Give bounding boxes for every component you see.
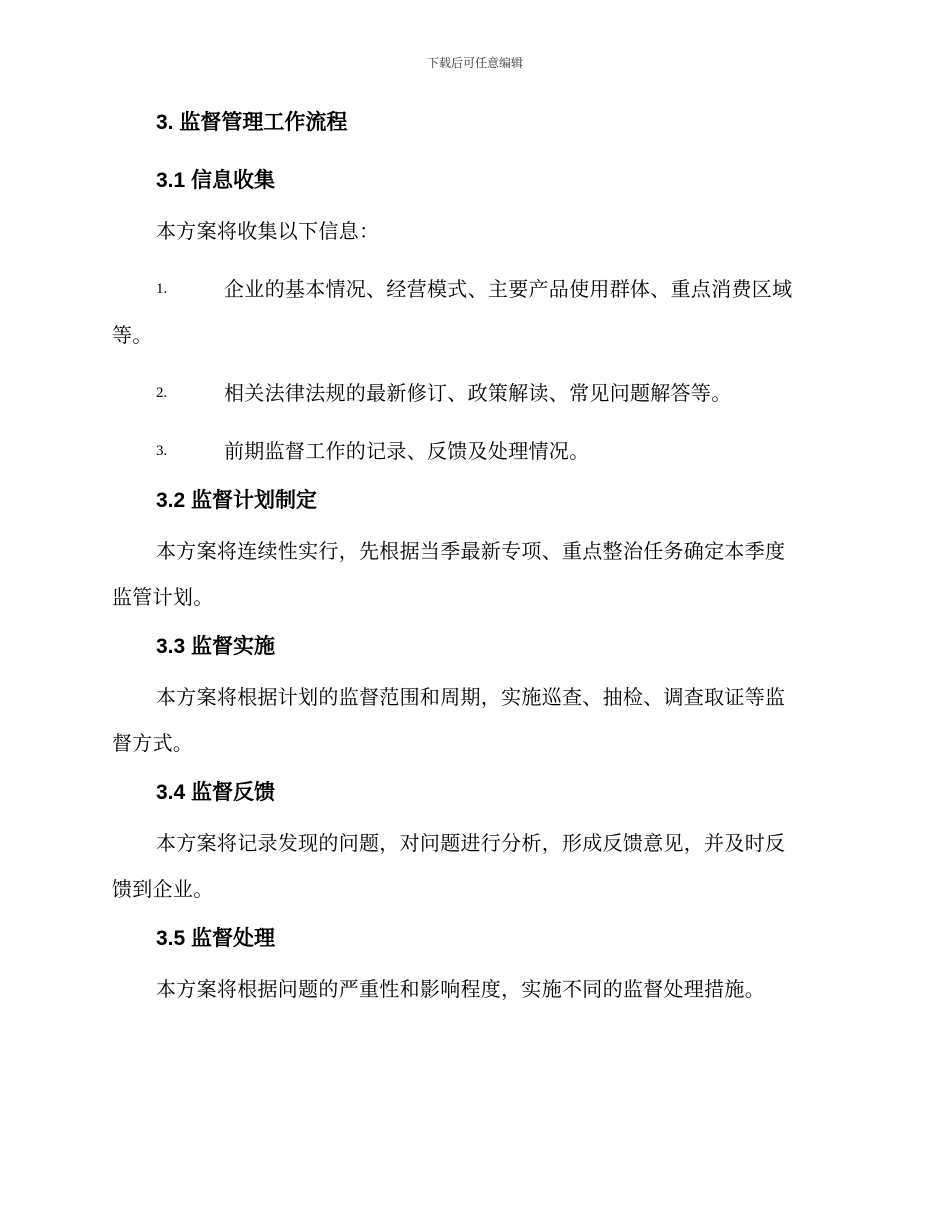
list-item-number: 3. [156, 443, 168, 459]
list-item [112, 370, 838, 416]
section-body-3-4-line2: 馈到企业。 [112, 877, 214, 901]
section-title-3-3: 3.3 监督实施 [156, 635, 276, 658]
list-item [112, 266, 838, 312]
section-title-3-4: 3.4 监督反馈 [156, 781, 276, 804]
section-body-3-5-line1: 本方案将根据问题的严重性和影响程度，实施不同的监督处理措施。 [156, 977, 765, 1001]
list-item-wrap: 等。 [112, 323, 153, 347]
section-title-3-1: 3.1 信息收集 [156, 169, 276, 192]
list-item-text: 前期监督工作的记录、反馈及处理情况。 [224, 439, 590, 463]
section-body-3-2-line2: 监管计划。 [112, 585, 214, 609]
header-note: 下载后可任意编辑 [426, 56, 523, 70]
section-body-3-2-line1: 本方案将连续性实行，先根据当季最新专项、重点整治任务确定本季度 [156, 539, 786, 563]
list-item-number: 2. [156, 385, 168, 401]
list-item-text: 企业的基本情况、经营模式、主要产品使用群体、重点消费区域 [224, 277, 793, 301]
section-body-3-3-line2: 督方式。 [112, 731, 194, 755]
section-intro-3-1: 本方案将收集以下信息： [156, 219, 380, 243]
heading-main: 3. 监督管理工作流程 [156, 111, 348, 134]
list-item [112, 428, 838, 474]
document-content [112, 108, 838, 1012]
section-body-3-4-line1: 本方案将记录发现的问题，对问题进行分析，形成反馈意见，并及时反 [156, 831, 786, 855]
list-item-number: 1. [156, 281, 168, 297]
section-title-3-2: 3.2 监督计划制定 [156, 489, 318, 512]
list-item-text: 相关法律法规的最新修订、政策解读、常见问题解答等。 [224, 381, 732, 405]
section-title-3-5: 3.5 监督处理 [156, 927, 276, 950]
section-body-3-3-line1: 本方案将根据计划的监督范围和周期，实施巡查、抽检、调查取证等监 [156, 685, 786, 709]
